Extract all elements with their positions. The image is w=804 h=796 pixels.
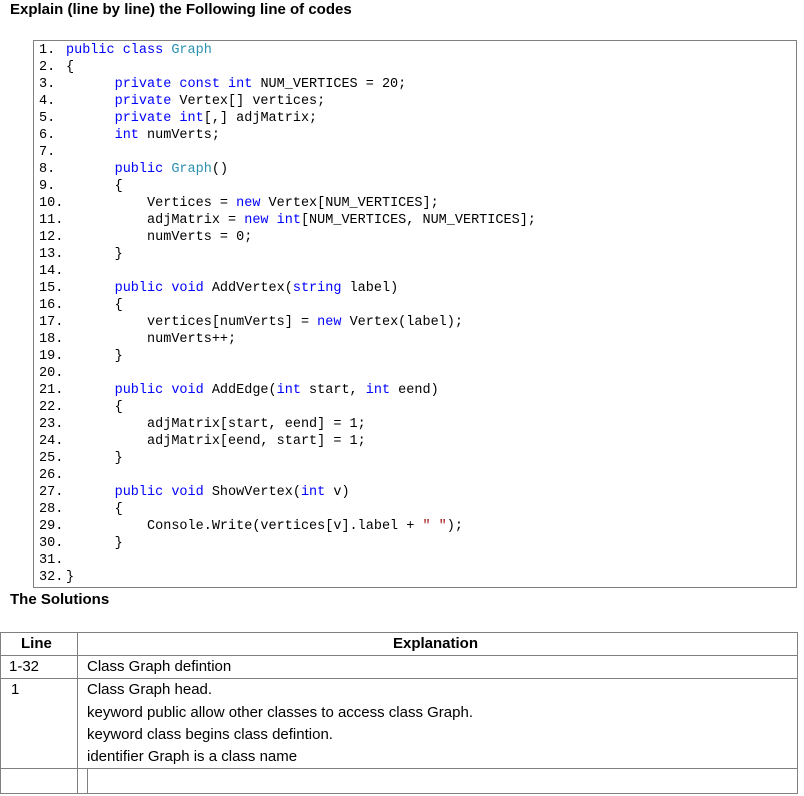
code-token: adjMatrix = bbox=[66, 213, 245, 228]
code-token: { bbox=[66, 60, 75, 75]
code-token: " " bbox=[422, 519, 447, 534]
line-number: 17. bbox=[39, 315, 64, 330]
code-token: public class bbox=[66, 43, 172, 58]
page-title: Explain (line by line) the Following line of codes bbox=[10, 1, 352, 18]
line-number: 20. bbox=[39, 366, 64, 381]
code-token: AddVertex( bbox=[211, 281, 293, 296]
code-line bbox=[39, 433, 366, 450]
code-token: [NUM_VERTICES, NUM_VERTICES]; bbox=[300, 213, 536, 228]
line-number: 28. bbox=[39, 502, 64, 517]
code-token: } bbox=[66, 247, 123, 262]
code-line bbox=[39, 195, 439, 212]
line-number: 8. bbox=[39, 162, 56, 177]
code-token: Console.Write(vertices[v].label + bbox=[66, 519, 423, 534]
code-line bbox=[39, 552, 66, 569]
code-line bbox=[39, 535, 123, 552]
line-number: 21. bbox=[39, 383, 64, 398]
line-number: 11. bbox=[39, 213, 64, 228]
code-token: () bbox=[211, 162, 229, 177]
row2-explanation-3: keyword class begins class defintion. bbox=[87, 726, 333, 743]
code-line bbox=[39, 59, 74, 76]
code-token bbox=[66, 281, 115, 296]
row2-line: 1 bbox=[11, 681, 20, 698]
code-token: public void bbox=[114, 383, 212, 398]
code-token: Vertex[] vertices; bbox=[179, 94, 326, 109]
line-number: 2. bbox=[39, 60, 56, 75]
line-number: 16. bbox=[39, 298, 64, 313]
code-token: new bbox=[236, 196, 269, 211]
code-token: int bbox=[365, 383, 399, 398]
code-line bbox=[39, 263, 66, 280]
code-token: start, bbox=[309, 383, 366, 398]
line-number: 3. bbox=[39, 77, 56, 92]
row-divider bbox=[1, 768, 797, 769]
line-number: 7. bbox=[39, 145, 56, 160]
code-token bbox=[66, 485, 115, 500]
code-line bbox=[39, 42, 212, 59]
code-token: } bbox=[66, 349, 123, 364]
code-token: numVerts = 0; bbox=[66, 230, 253, 245]
code-line bbox=[39, 246, 123, 263]
code-token: private const int bbox=[114, 77, 261, 92]
line-number: 24. bbox=[39, 434, 64, 449]
code-token: Vertices = bbox=[66, 196, 237, 211]
code-token: private bbox=[114, 94, 180, 109]
line-number: 1. bbox=[39, 43, 56, 58]
code-line bbox=[39, 331, 236, 348]
solutions-table bbox=[0, 632, 798, 794]
code-token: [,] adjMatrix; bbox=[203, 111, 318, 126]
code-line bbox=[39, 229, 252, 246]
code-line bbox=[39, 127, 220, 144]
code-token: } bbox=[66, 451, 123, 466]
line-number: 15. bbox=[39, 281, 64, 296]
code-token bbox=[66, 383, 115, 398]
code-token: public bbox=[114, 162, 172, 177]
row2-explanation-1: Class Graph head. bbox=[87, 681, 213, 698]
code-token: adjMatrix[start, eend] = 1; bbox=[66, 417, 366, 432]
code-token: { bbox=[66, 179, 123, 194]
code-token bbox=[66, 77, 115, 92]
code-token: Graph bbox=[171, 162, 212, 177]
line-number: 13. bbox=[39, 247, 64, 262]
code-line bbox=[39, 297, 123, 314]
empty-cell-cursor[interactable] bbox=[87, 769, 88, 793]
code-line bbox=[39, 501, 123, 518]
code-line bbox=[39, 518, 463, 535]
code-line bbox=[39, 348, 123, 365]
line-number: 19. bbox=[39, 349, 64, 364]
code-line bbox=[39, 314, 463, 331]
row2-explanation-4: identifier Graph is a class name bbox=[87, 748, 298, 765]
line-number: 6. bbox=[39, 128, 56, 143]
code-token: Vertex[NUM_VERTICES]; bbox=[268, 196, 439, 211]
code-token: label) bbox=[349, 281, 399, 296]
header-line: Line bbox=[21, 635, 52, 652]
code-line bbox=[39, 365, 66, 382]
code-token: { bbox=[66, 400, 123, 415]
code-line bbox=[39, 212, 536, 229]
code-token: public void bbox=[114, 485, 212, 500]
code-line bbox=[39, 93, 325, 110]
code-token: new int bbox=[244, 213, 301, 228]
code-token: { bbox=[66, 502, 123, 517]
line-number: 25. bbox=[39, 451, 64, 466]
code-line bbox=[39, 569, 74, 586]
line-number: 9. bbox=[39, 179, 56, 194]
code-line bbox=[39, 450, 123, 467]
code-token: int bbox=[114, 128, 148, 143]
line-number: 4. bbox=[39, 94, 56, 109]
code-token: int bbox=[276, 383, 310, 398]
code-token: adjMatrix[eend, start] = 1; bbox=[66, 434, 366, 449]
code-token: new bbox=[317, 315, 350, 330]
row2-explanation-2: keyword public allow other classes to access class Graph. bbox=[87, 704, 474, 721]
code-token: Vertex(label); bbox=[349, 315, 463, 330]
line-number: 5. bbox=[39, 111, 56, 126]
line-number: 31. bbox=[39, 553, 64, 568]
code-line bbox=[39, 467, 66, 484]
line-number: 30. bbox=[39, 536, 64, 551]
code-token: eend) bbox=[398, 383, 439, 398]
line-number: 27. bbox=[39, 485, 64, 500]
code-token: v) bbox=[333, 485, 350, 500]
code-token: { bbox=[66, 298, 123, 313]
code-token: } bbox=[66, 536, 123, 551]
code-line bbox=[39, 178, 123, 195]
code-token: private int bbox=[114, 111, 204, 126]
line-number: 22. bbox=[39, 400, 64, 415]
line-number: 12. bbox=[39, 230, 64, 245]
code-token: AddEdge( bbox=[211, 383, 277, 398]
line-number: 32. bbox=[39, 570, 64, 585]
code-token bbox=[66, 94, 115, 109]
row1-explanation: Class Graph defintion bbox=[87, 658, 232, 675]
line-number: 18. bbox=[39, 332, 64, 347]
line-number: 29. bbox=[39, 519, 64, 534]
header-explanation: Explanation bbox=[393, 635, 479, 652]
code-token: ); bbox=[446, 519, 463, 534]
code-token: int bbox=[300, 485, 334, 500]
code-listing bbox=[33, 40, 797, 588]
solutions-heading: The Solutions bbox=[10, 591, 110, 608]
code-line bbox=[39, 484, 350, 501]
line-number: 10. bbox=[39, 196, 64, 211]
code-token: NUM_VERTICES = 20; bbox=[260, 77, 407, 92]
code-line bbox=[39, 144, 66, 161]
code-token: public void bbox=[114, 281, 212, 296]
code-token: ShowVertex( bbox=[211, 485, 301, 500]
code-line bbox=[39, 161, 228, 178]
code-line bbox=[39, 110, 317, 127]
code-line bbox=[39, 280, 398, 297]
line-number: 14. bbox=[39, 264, 64, 279]
code-token: Graph bbox=[171, 43, 212, 58]
line-number: 23. bbox=[39, 417, 64, 432]
code-line bbox=[39, 382, 439, 399]
code-token: numVerts; bbox=[147, 128, 220, 143]
column-divider bbox=[77, 633, 78, 793]
code-token: string bbox=[292, 281, 350, 296]
line-number: 26. bbox=[39, 468, 64, 483]
code-token bbox=[66, 128, 115, 143]
code-line bbox=[39, 76, 406, 93]
row1-line: 1-32 bbox=[9, 658, 40, 675]
code-line bbox=[39, 416, 366, 433]
code-token: vertices[numVerts] = bbox=[66, 315, 318, 330]
code-token: numVerts++; bbox=[66, 332, 237, 347]
code-token bbox=[66, 111, 115, 126]
code-token: } bbox=[66, 570, 75, 585]
code-token bbox=[66, 162, 115, 177]
code-line bbox=[39, 399, 123, 416]
